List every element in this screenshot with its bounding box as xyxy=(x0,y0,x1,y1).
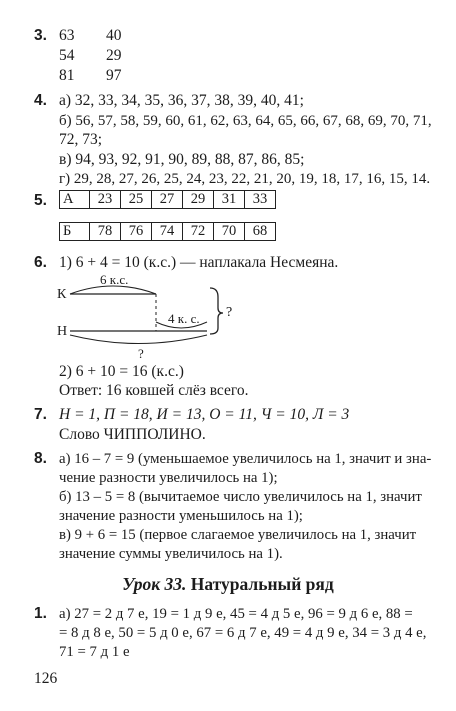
table-cell: 25 xyxy=(121,191,152,209)
segment-diagram xyxy=(50,272,250,362)
task3-value: 29 xyxy=(106,47,122,64)
task3-number: 3. xyxy=(34,27,47,44)
label-n: Н xyxy=(57,324,68,339)
task4-number: 4. xyxy=(34,92,47,109)
task3-value: 97 xyxy=(106,67,122,84)
task8-a2: чение разности увеличилось на 1); xyxy=(59,470,278,486)
task4-line-g: г) 29, 28, 27, 26, 25, 24, 23, 22, 21, 20, 19, 18, 17, 16, 15, 14. xyxy=(59,171,431,187)
task1-line3: 71 = 7 д 1 е xyxy=(59,644,130,660)
task4-line-b: б) 56, 57, 58, 59, 60, 61, 62, 63, 64, 65, 66, 67, 68, 69, 70, 71, xyxy=(59,113,432,129)
table-cell: 31 xyxy=(214,191,245,209)
question-right: ? xyxy=(226,305,233,320)
page-number: 126 xyxy=(34,670,58,687)
table-cell: 27 xyxy=(152,191,183,209)
question-bottom: ? xyxy=(138,346,144,361)
table-cell: 23 xyxy=(90,191,121,209)
table-cell: 78 xyxy=(90,223,121,241)
task6-number: 6. xyxy=(34,254,47,271)
task8-number: 8. xyxy=(34,450,47,467)
task1-number: 1. xyxy=(34,605,47,622)
table-cell: 68 xyxy=(245,223,276,241)
task6-line1: 1) 6 + 4 = 10 (к.с.) — наплакала Несмеяна. xyxy=(59,254,339,271)
task7-number: 7. xyxy=(34,406,47,423)
label-mid: 4 к. с. xyxy=(168,311,200,326)
task8-b2: значение разности уменьшилось на 1); xyxy=(59,508,303,524)
task3-value: 81 xyxy=(59,67,75,84)
brace-bottom xyxy=(70,335,207,344)
sequence-table-b xyxy=(59,222,276,241)
lesson-prefix: Урок 33. xyxy=(122,574,187,594)
task5-number: 5. xyxy=(34,192,47,209)
brace-top xyxy=(70,286,156,294)
task4-line-b-cont: 72, 73; xyxy=(59,131,103,148)
task3-value: 63 xyxy=(59,27,75,44)
label-top: 6 к.с. xyxy=(100,272,129,287)
task8-v1: в) 9 + 6 = 15 (первое слагаемое увеличилось на 1, значит xyxy=(59,527,417,543)
task6-answer: Ответ: 16 ковшей слёз всего. xyxy=(59,382,249,399)
task1-line1: а) 27 = 2 д 7 е, 19 = 1 д 9 е, 45 = 4 д 5 е, 96 = 9 д 6 е, 88 = xyxy=(59,606,413,622)
table-cell: 70 xyxy=(214,223,245,241)
task8-v2: значение суммы увеличилось на 1). xyxy=(59,546,283,562)
lesson-heading xyxy=(0,574,456,595)
brace-right xyxy=(210,288,223,334)
task3-value: 40 xyxy=(106,27,122,44)
sequence-table-a xyxy=(59,190,276,209)
task4-line-v: в) 94, 93, 92, 91, 90, 89, 88, 87, 86, 85; xyxy=(59,151,305,168)
label-k: К xyxy=(57,287,67,302)
table-cell: 33 xyxy=(245,191,276,209)
table-cell: 76 xyxy=(121,223,152,241)
table-cell: 72 xyxy=(183,223,214,241)
task4-line-a: а) 32, 33, 34, 35, 36, 37, 38, 39, 40, 41; xyxy=(59,92,304,109)
task8-b1: б) 13 – 5 = 8 (вычитаемое число увеличилось на 1, значит xyxy=(59,489,422,505)
lesson-title: Натуральный ряд xyxy=(190,574,334,594)
task1-line2: = 8 д 8 е, 50 = 5 д 0 е, 67 = 6 д 7 е, 49 = 4 д 9 е, 34 = 3 д 4 е, xyxy=(59,625,427,641)
task3-value: 54 xyxy=(59,47,75,64)
row-label: А xyxy=(60,191,90,209)
task7-line1: Н = 1, П = 18, И = 13, О = 11, Ч = 10, Л = 3 xyxy=(59,406,350,423)
task8-a1: а) 16 – 7 = 9 (уменьшаемое увеличилось на 1, значит и зна- xyxy=(59,451,432,467)
task6-line2: 2) 6 + 10 = 16 (к.с.) xyxy=(59,363,184,380)
row-label: Б xyxy=(60,223,90,241)
task7-line2: Слово ЧИППОЛИНО. xyxy=(59,426,206,443)
table-cell: 29 xyxy=(183,191,214,209)
table-cell: 74 xyxy=(152,223,183,241)
